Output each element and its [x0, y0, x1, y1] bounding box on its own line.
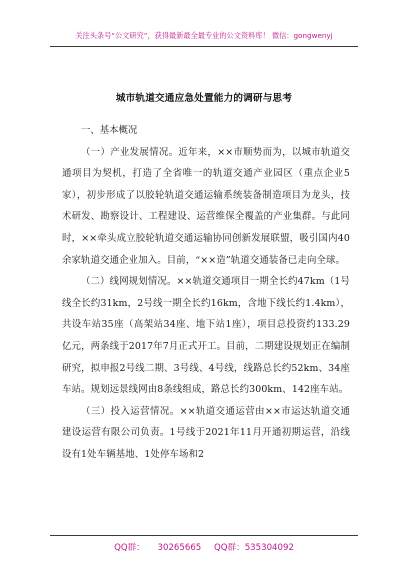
paragraph-operation: （三）投入运营情况。××轨道交通运营由××市运达轨道交通建设运营有限公司负责。1号线于2021年11月开通初期运营，沿线设有1处车辆基地、1处停车场和2 [62, 405, 350, 460]
footer-qq-groups: QQ群： 30265665 QQ群：535304092 [114, 543, 294, 553]
document-title: 城市轨道交通应急处置能力的调研与思考 [115, 93, 293, 104]
header-divider [50, 46, 358, 47]
paragraph-network-plan: （二）线网规划情况。××轨道交通项目一期全长约47km（1号线全长约31km，2号线一期全长约16km，含地下线长约1.4km），共设车站35座（高架站34座、地下站1座），项目总投资约133.29亿元，两条线于2017年7月正式开工。目前，二期建设规划正在编制研究，拟申报2号线二期、3号线、4号线，线路总长约52km、34座车站。规划远景线网由8条线组成，路总长约300km、142座车站。 [62, 276, 350, 396]
header-banner: 关注头条号“公文研究”，获得最新最全最专业的公文资料库！ 微信：gongwenyj [75, 31, 333, 40]
paragraph-industry: （一）产业发展情况。近年来，××市顺势而为，以城市轨道交通项目为契机，打造了全省唯一的轨道交通产业园区（重点企业5家），初步形成了以胶轮轨道交通运输系统装备制造项目为龙头，技术研发、勘察设计、工程建设、运营维保全覆盖的产业集群。与此同时，××牵头成立胶轮轨道交通运输协同创新发展联盟，吸引国内40余家轨道交通企业加入。目前，“××造”轨道交通装备已走向全球。 [62, 146, 350, 266]
section-heading: 一、基本概况 [81, 125, 138, 136]
footer-divider [50, 535, 358, 536]
document-body [62, 120, 350, 466]
